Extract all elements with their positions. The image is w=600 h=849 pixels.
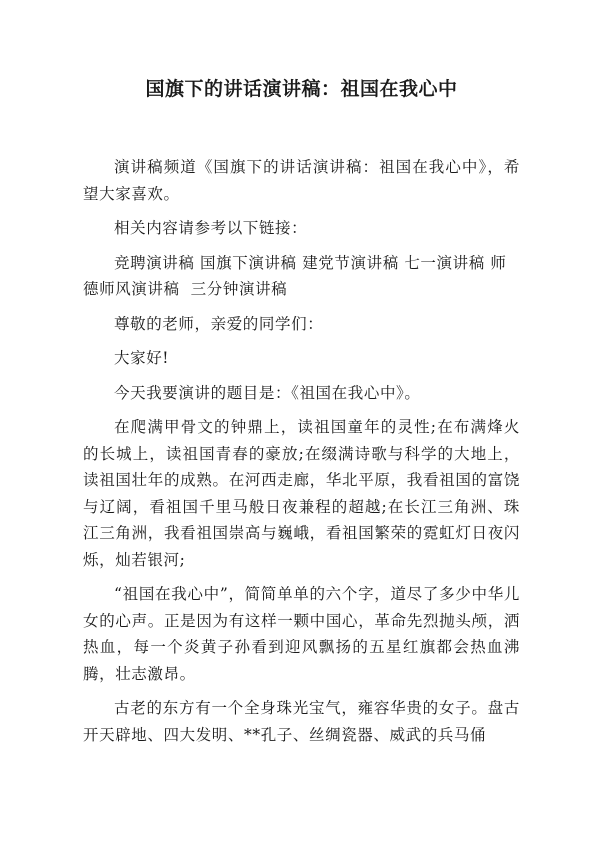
- links-intro: 相关内容请参考以下链接：: [114, 219, 308, 237]
- related-links: [83, 250, 520, 303]
- body-paragraph-1: 在爬满甲骨文的钟鼎上，读祖国童年的灵性;在布满烽火的长城上，读祖国青春的豪放;在缀满诗歌与科学的大地上，读祖国壮年的成熟。在河西走廊，华北平原，我看祖国的富饶与辽阔，看祖国千里马般日夜兼程的超越;在长江三角洲、珠江三角洲，我看祖国崇高与巍峨，看祖国繁荣的霓虹灯日夜闪烁，灿若银河;: [83, 418, 520, 569]
- link-competition-speech[interactable]: 竞聘演讲稿: [114, 253, 195, 272]
- document-title: 国旗下的讲话演讲稿：祖国在我心中: [145, 78, 458, 100]
- link-party-day-speech[interactable]: 建党节演讲稿: [302, 253, 399, 272]
- intro-paragraph: 演讲稿频道《国旗下的讲话演讲稿：祖国在我心中》，希望大家喜欢。: [83, 158, 520, 203]
- link-july-first-speech[interactable]: 七一演讲稿: [404, 253, 485, 272]
- topic-paragraph: 今天我要演讲的题目是：《祖国在我心中》。: [114, 383, 421, 402]
- body-paragraph-3: 古老的东方有一个全身珠光宝气，雍容华贵的女子。盘古开天辟地、四大发明、**孔子、丝绸瓷器、威武的兵马俑: [83, 699, 520, 744]
- hello-paragraph: 大家好!: [114, 349, 170, 367]
- greeting-paragraph: 尊敬的老师，亲爱的同学们：: [114, 314, 324, 333]
- link-flag-speech[interactable]: 国旗下演讲稿: [200, 253, 297, 272]
- body-paragraph-2: “祖国在我心中”，简简单单的六个字，道尽了多少中华儿女的心声。正是因为有这样一颗中国心，革命先烈抛头颅，洒热血，每一个炎黄子孙看到迎风飘扬的五星红旗都会热血沸腾，壮志激昂。: [83, 585, 520, 683]
- link-three-minute-speech[interactable]: 三分钟演讲稿: [190, 280, 288, 298]
- link-teacher-ethics-speech[interactable]: 师德师风演讲稿: [83, 253, 507, 298]
